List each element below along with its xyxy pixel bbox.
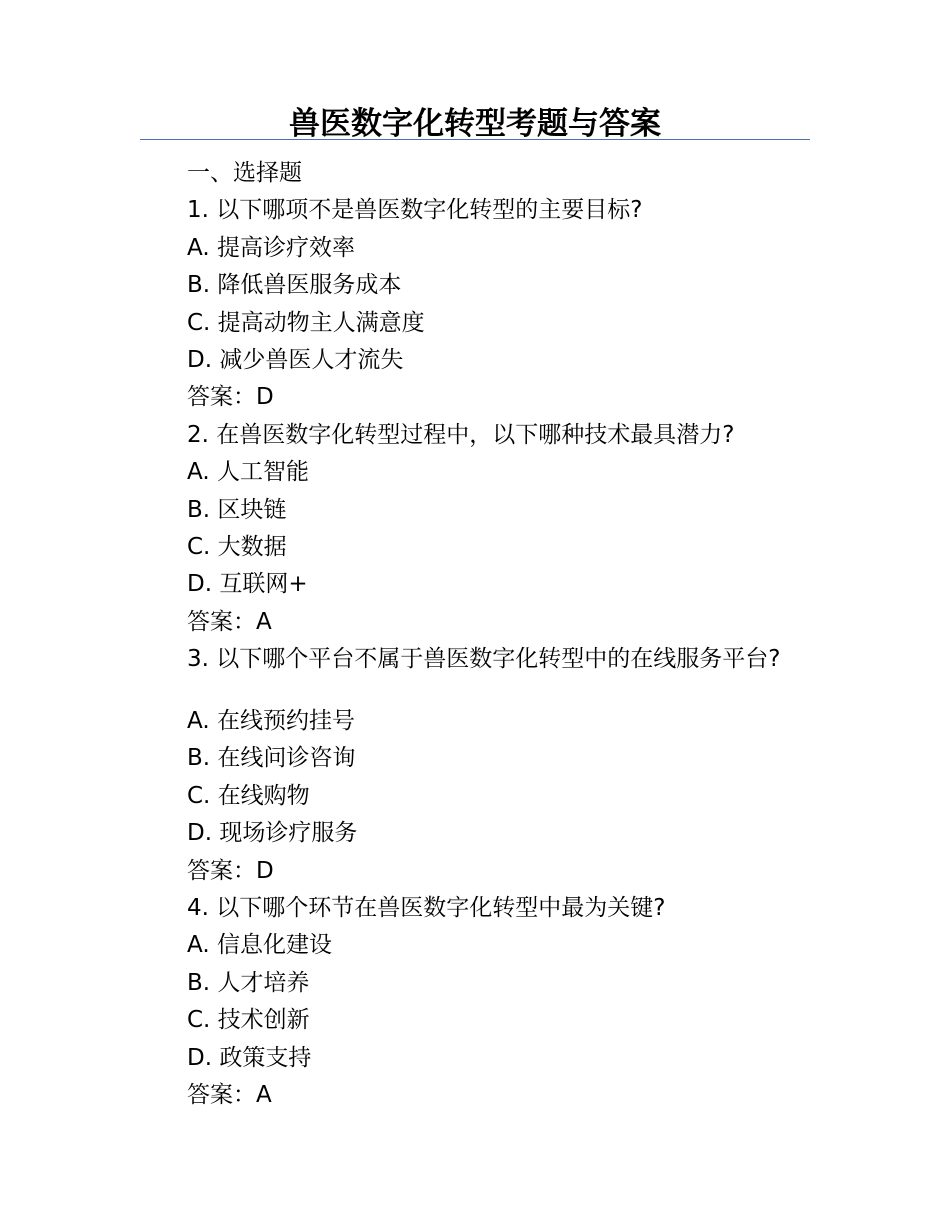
document-body xyxy=(140,155,810,1114)
option-a: A. 提高诊疗效率 xyxy=(187,234,355,261)
option-a: A. 人工智能 xyxy=(187,459,309,486)
option-b: B. 区块链 xyxy=(187,496,287,523)
option-d: D. 减少兽医人才流失 xyxy=(187,346,404,373)
option-c: C. 大数据 xyxy=(187,533,287,560)
option-d: D. 互联网+ xyxy=(187,571,308,598)
answer-text: 答案：D xyxy=(187,857,274,884)
option-b: B. 在线问诊咨询 xyxy=(187,745,356,772)
option-c: C. 在线购物 xyxy=(187,782,310,809)
option-d: D. 政策支持 xyxy=(187,1044,312,1071)
question-text: 4. 以下哪个环节在兽医数字化转型中最为关键? xyxy=(187,895,666,922)
option-c: C. 技术创新 xyxy=(187,1007,310,1034)
answer-text: 答案：D xyxy=(187,384,274,411)
section-heading: 一、选择题 xyxy=(187,160,302,186)
title-underline xyxy=(140,139,810,140)
question-text: 3. 以下哪个平台不属于兽医数字化转型中的在线服务平台? xyxy=(187,646,781,673)
option-a: A. 在线预约挂号 xyxy=(187,708,355,735)
option-b: B. 降低兽医服务成本 xyxy=(187,272,402,299)
question-text: 1. 以下哪项不是兽医数字化转型的主要目标? xyxy=(187,197,643,224)
answer-text: 答案：A xyxy=(187,608,272,635)
option-c: C. 提高动物主人满意度 xyxy=(187,309,425,336)
option-b: B. 人才培养 xyxy=(187,969,310,996)
option-d: D. 现场诊疗服务 xyxy=(187,820,358,847)
option-a: A. 信息化建设 xyxy=(187,932,332,959)
question-text: 2. 在兽医数字化转型过程中，以下哪种技术最具潜力? xyxy=(187,421,735,448)
document-title: 兽医数字化转型考题与答案 xyxy=(289,106,661,142)
answer-text: 答案：A xyxy=(187,1081,272,1108)
